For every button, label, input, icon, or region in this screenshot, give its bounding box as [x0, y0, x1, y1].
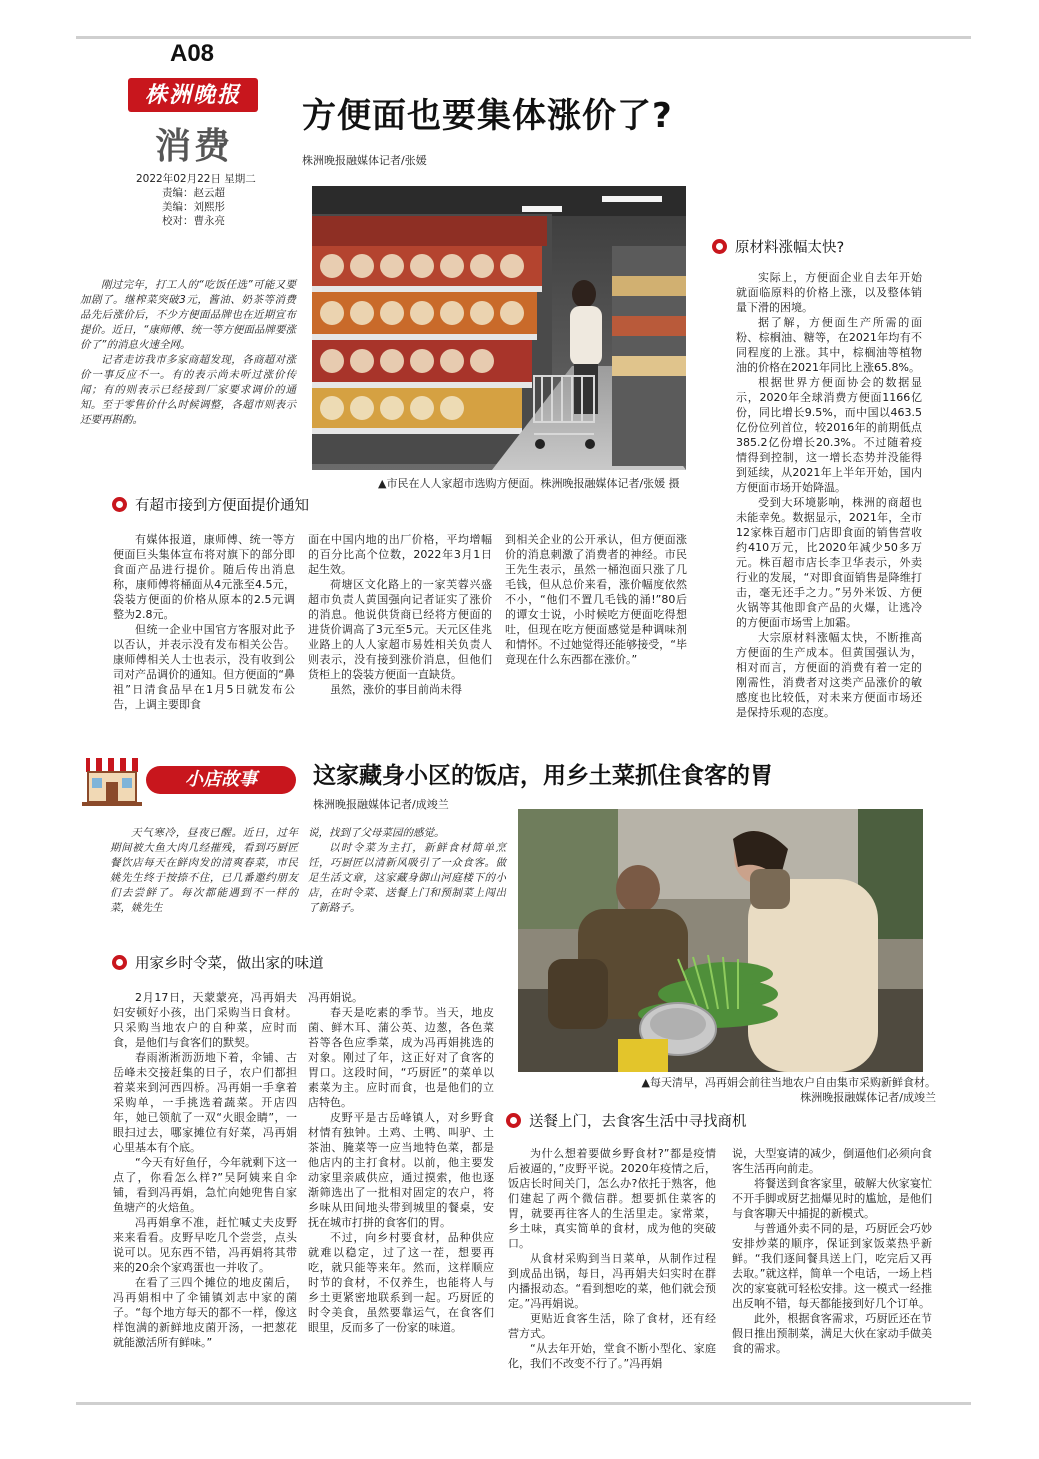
- body-paragraph: 在看了三四个摊位的地皮菌后，冯再娟相中了伞铺镇刘志中家的菌子。“每个地方每天的都不一样，像这样饱满的新鲜地皮菌开汤，一把葱花就能激活所有鲜味。”: [113, 1276, 297, 1349]
- caption-line: ▲每天清早，冯再娟会前往当地农户自由集市采购新鲜食材。: [641, 1076, 936, 1089]
- bullet-ring-icon: [712, 239, 727, 254]
- issue-date: 2022年02月22日 星期二: [136, 173, 256, 185]
- body-paragraph: 冯再娟说。: [308, 991, 363, 1004]
- lead-paragraph: 说，找到了父母菜园的感觉。: [308, 827, 445, 839]
- body-paragraph: “今天有好鱼仔，今年就剩下这一点了，你看怎么样?”吴阿姨来自伞铺，看到冯再娟，急忙向她兜售自家鱼塘产的火焙鱼。: [113, 1156, 297, 1214]
- article1-subhead-1: [112, 494, 309, 515]
- body-paragraph: “从去年开始，堂食不断小型化、家庭化，我们不改变不行了。”冯再娟: [508, 1342, 716, 1370]
- shop-story-tag: 小店故事: [146, 766, 296, 794]
- editor-credit: 责编：赵云超: [162, 187, 225, 199]
- article2-col-4: [732, 1146, 932, 1356]
- body-paragraph: 此外，根据食客需求，巧厨匠还在节假日推出预制菜，满足大伙在家动手做美食的需求。: [732, 1312, 932, 1355]
- lead-paragraph: 以时令菜为主打，新鲜食材简单烹饪，巧厨匠以清新风吸引了一众食客。做足生活文章，这家藏身御山河庭楼下的小店，在时令菜、送餐上门和预制菜上闯出了新路子。: [308, 842, 506, 914]
- body-paragraph: 大宗原材料涨幅太快，不断推高方便面的生产成本。但黄国强认为，相对而言，方便面的消费有着一定的刚需性，消费者对这类产品涨价的敏感度也比较低，对未来方便面市场还是保持乐观的态度。: [736, 631, 922, 719]
- body-paragraph: 不过，向乡村要食材，品种供应就难以稳定，过了这一茬，想要再吃，就只能等来年。然而，这样顺应时节的食材，不仅养生，也能将人与乡土更紧密地联系到一起。巧厨匠的时令美食，虽然要靠运气，在食客们眼里，反而多了一份家的味道。: [308, 1231, 494, 1334]
- body-paragraph: 冯再娟拿不准，赶忙喊丈夫皮野来来看看。皮野早吃几个尝尝，点头说可以。见东西不错，冯再娟将其带来的20余个家鸡蛋也一并收了。: [113, 1216, 297, 1274]
- lead-paragraph: 天气寒冷，昼夜已醒。近日，过年期间被大鱼大肉几经摧残，看到巧厨匠餐饮店每天在鲜肉发的清爽春菜，市民姚先生终于按捺不住，已几番邀约朋友们去尝鲜了。每次都能遇到不一样的菜，姚先生: [110, 827, 298, 914]
- article2-lead-2: [308, 826, 506, 916]
- article2-subhead-2: [506, 1110, 747, 1131]
- proofreader-credit: 校对：曹永亮: [162, 215, 225, 227]
- body-paragraph: 面在中国内地的出厂价格，平均增幅的百分比高个位数，2022年3月1日起生效。: [308, 533, 492, 576]
- body-paragraph: 将餐送到食客家里，破解大伙家宴忙不开手脚或厨艺拙爆见时的尴尬，是他们与食客聊天中捕捉的新模式。: [732, 1177, 932, 1220]
- bottom-rule: [76, 1402, 971, 1405]
- article1-right-col: [736, 270, 922, 720]
- body-paragraph: 实际上，方便面企业自去年开始就面临原料的价格上涨，以及整体销量下滑的困境。: [736, 271, 922, 314]
- body-paragraph: 皮野平是古岳峰镇人，对乡野食材情有独钟。土鸡、土鸭、叫驴、土茶油、腌菜等一应当地特色菜，都是他店内的主打食材。以前，他主要发动家里亲戚供应，通过摸索，他也逐渐筛选出了一批相对固定的农户，将乡味从田间地头带到城里的餐桌，安抚在城市打拼的食客们的胃。: [308, 1111, 494, 1229]
- body-paragraph: 受到大环境影响，株洲的商超也未能幸免。数据显示，2021年，全市12家株百超市门店即食面的销售营收约410万元，比2020年减少50多万元。株百超市店长李卫华表示，外卖行业的发展，“对即食面销售是降维打击，毫无还手之力。”另外米饭、方便火锅等其他即食产品的火爆，让逃冷的方便面市场雪上加霜。: [736, 496, 922, 629]
- body-paragraph: 为什么想着要做乡野食材?”都是疫情后被逼的，”皮野平说。2020年疫情之后，饭店长时间关门，怎么办?依托于熟客，他们建起了两个微信群。想要抓住菜客的胃，就要再往客人的生活里走。家常菜，乡土味，真实简单的食材，成为他的突破口。: [508, 1147, 716, 1250]
- body-paragraph: 据了解，方便面生产所需的面粉、棕榈油、糖等，在2021年均有不同程度的上涨。其中，棕榈油等植物油的价格在2021年同比上涨65.8%。: [736, 316, 922, 374]
- bullet-ring-icon: [112, 955, 127, 970]
- article1-col-2: [308, 532, 492, 697]
- brand-logo: 株洲晚报: [128, 78, 258, 112]
- body-paragraph: 春天是吃素的季节。当天，地皮菌、鲜木耳、蒲公英、边葱，各色菜苔等各色应季菜，成为冯再娟挑选的对象。刚过了年，这正好对了食客的胃口。这段时间，“巧厨匠”的菜单以素菜为主。应时而食，也是他们的立店特色。: [308, 1006, 494, 1109]
- body-paragraph: 到相关企业的公开承认，但方便面涨价的消息刺激了消费者的神经。市民王先生表示，虽然一桶泡面只涨了几毛钱，但从总价来看，涨价幅度依然不小，“他们不置几毛钱的涌!”80后的谭女士说，小时候吃方便面吃得想吐，但现在吃方便面感觉是种调味剂和情怀。不过她觉得还能够接受，“毕竟现在什么东西都在涨价。”: [505, 533, 687, 666]
- page-number: A08: [170, 40, 215, 67]
- article1-lead: [80, 278, 296, 428]
- article2-col-2: [308, 990, 494, 1335]
- subhead-text: 有超市接到方便面提价通知: [135, 498, 309, 514]
- top-rule: [76, 36, 971, 39]
- market-illustration: [518, 809, 923, 1072]
- lead-paragraph: 刚过完年，打工人的“吃饭任选”可能又要加剧了。继榨菜突破3元，酱油、奶茶等消费品先后涨价后，不少方便面品牌也在近期宣布提价。近日，“康师傅、统一等方便面品牌要涨价了”的消息火速全网。: [80, 279, 296, 351]
- bullet-ring-icon: [112, 497, 127, 512]
- article1-photo-caption: ▲市民在人人家超市选购方便面。株洲晚报融媒体记者/张媛 摄: [378, 477, 680, 490]
- body-paragraph: 说，大型宴请的减少，倒逼他们必须向食客生活再向前走。: [732, 1147, 932, 1175]
- issue-meta: [136, 172, 286, 228]
- lead-paragraph: 记者走访我市多家商超发现，各商超对涨价一事反应不一。有的表示尚未听过涨价传闻；有的则表示已经接到厂家要求调价的通知。至于零售价什么时候调整，各超市则表示还要再斟酌。: [80, 354, 296, 426]
- article1-col-3: [505, 532, 687, 667]
- article1-col-1: [113, 532, 295, 712]
- body-paragraph: 从食材采购到当日菜单，从制作过程到成品出锅，每日，冯再娟夫妇实时在群内播报动态。“看到想吃的菜，他们就会预定。”冯再娟说。: [508, 1252, 716, 1310]
- body-paragraph: 春雨淅淅沥沥地下着，伞铺、古岳峰未交接赶集的日子，农户们都担着菜来到河西四桥。冯再娟一手拿着采购单，一手挑选着蔬菜。开店四年，她已领航了一双“火眼金睛”，一眼扫过去，哪家摊位有好菜，冯再娟心里基本有个底。: [113, 1051, 297, 1154]
- subhead-text: 原材料涨幅太快?: [735, 240, 845, 256]
- shop-storefront-icon: [80, 754, 144, 808]
- section-title: 消费: [155, 125, 234, 167]
- designer-credit: 美编：刘熙彤: [162, 201, 225, 213]
- body-paragraph: 根据世界方便面协会的数据显示，2020年全球消费方便面1166亿份，同比增长9.5%，而中国以463.5亿份位列首位，较2016年的前期低点385.2亿份增长20.3%。不过随着疫情得到控制，这一增长态势并没能得到延续，从2021年上半年开始，国内方便面市场开始降温。: [736, 376, 922, 494]
- supermarket-illustration: [312, 186, 686, 470]
- supermarket-photo: [312, 186, 686, 470]
- article2-byline: 株洲晚报融媒体记者/成竣兰: [313, 798, 449, 811]
- body-paragraph: 有媒体报道，康师傅、统一等方便面巨头集体宣布将对旗下的部分即食面产品进行提价。随后传出消息称，康师傅将桶面从4元涨至4.5元，袋装方便面的价格从原本的2.5元调整为2.8元。: [113, 533, 295, 621]
- article1-subhead-2: [712, 236, 844, 257]
- article2-photo-caption: [606, 1075, 936, 1105]
- shop-story-banner: [80, 754, 302, 808]
- body-paragraph: 与普通外卖不同的是，巧厨匠会巧妙安排炒菜的顺序，保证到家饭菜热乎新鲜。“我们逐间餐具送上门，吃完后又再去取。”就这样，简单一个电话，一场上档次的家宴就可轻松安排。这一模式一经推出反响不错，每天都能接到好几个订单。: [732, 1222, 932, 1310]
- article2-subhead-1: [112, 952, 324, 973]
- article2-col-3: [508, 1146, 716, 1371]
- article2-col-1: [113, 990, 297, 1350]
- market-photo: [518, 809, 923, 1072]
- body-paragraph: 荷塘区文化路上的一家芙蓉兴盛超市负责人黄国强向记者证实了涨价的消息。他说供货商已经将方便面的进货价调高了3元至5元。天元区佳兆业路上的人人家超市易姓相关负责人则表示，没有接到涨价消息，但他们货柜上的袋装方便面一直缺货。: [308, 578, 492, 681]
- subhead-text: 用家乡时令菜，做出家的味道: [135, 956, 324, 972]
- body-paragraph: 2月17日，天蒙蒙亮，冯再娟夫妇安顿好小孩，出门采购当日食材。只采购当地农户的自种菜，应时而食，是他们与食客们的默契。: [113, 991, 297, 1049]
- body-paragraph: 虽然，涨价的事目前尚未得: [330, 683, 462, 696]
- body-paragraph: 更贴近食客生活，除了食材，还有经营方式。: [508, 1312, 716, 1340]
- body-paragraph: 但统一企业中国官方客服对此予以否认，并表示没有发布相关公告。康师傅相关人士也表示，没有收到公司对产品调价的通知。但方便面的“鼻祖”日清食品早在1月5日就发布公告，上调主要即食: [113, 623, 295, 711]
- caption-line: 株洲晚报融媒体记者/成竣兰: [800, 1091, 936, 1104]
- bullet-ring-icon: [506, 1113, 521, 1128]
- article1-title: 方便面也要集体涨价了?: [302, 96, 673, 136]
- article2-lead-1: [110, 826, 298, 916]
- article2-title: 这家藏身小区的饭店，用乡土菜抓住食客的胃: [313, 763, 773, 789]
- subhead-text: 送餐上门，去食客生活中寻找商机: [529, 1114, 747, 1130]
- article1-byline: 株洲晚报融媒体记者/张媛: [302, 154, 427, 167]
